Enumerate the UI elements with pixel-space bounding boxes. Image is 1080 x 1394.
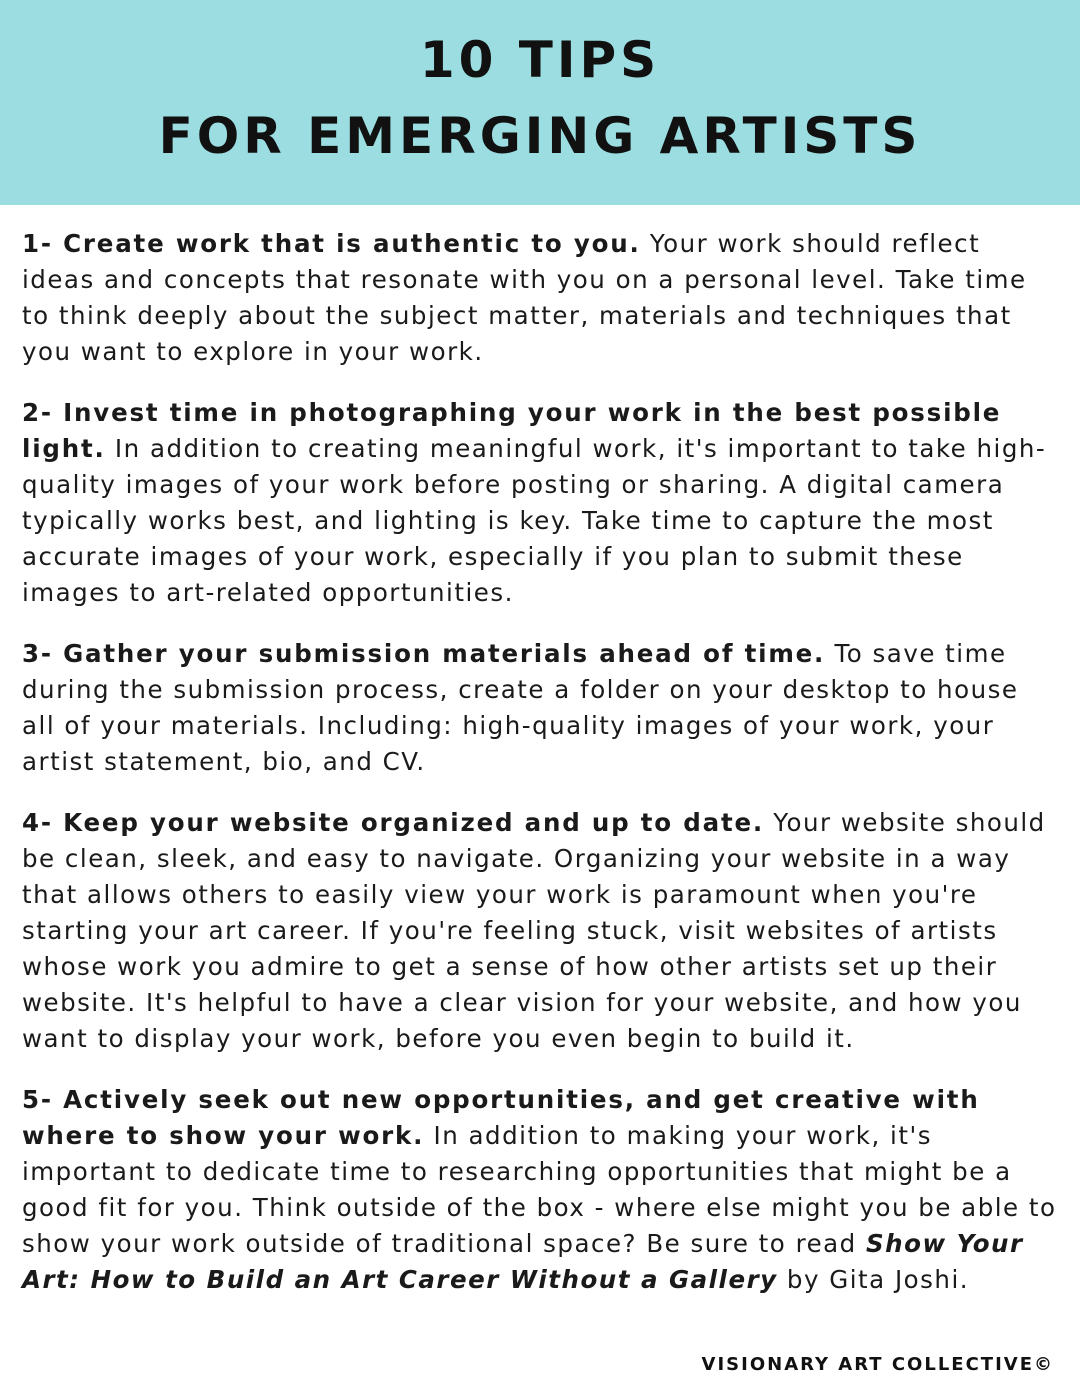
footer-credit: VISIONARY ART COLLECTIVE© — [701, 1354, 1054, 1375]
tip-5-heading: 5- Actively seek out new opportunities, and get creative with where to show your work. — [22, 1085, 980, 1150]
tip-1-heading: 1- Create work that is authentic to you. — [22, 229, 641, 258]
tip-4-heading: 4- Keep your website organized and up to date. — [22, 808, 764, 837]
tips-list — [22, 226, 1058, 1323]
title-line-1: 10 TIPS — [419, 31, 661, 89]
header-banner — [0, 0, 1080, 205]
tip-3 — [22, 636, 1058, 780]
tip-2 — [22, 395, 1058, 611]
title-line-2: FOR EMERGING ARTISTS — [158, 107, 922, 165]
tip-5-body: In addition to making your work, it's important to dedicate time to researching opportunities that might be a good fit for you. Think outside of the box - where else might you be able to show your work outside of traditional space? Be sure to read — [22, 1121, 1057, 1258]
tip-4-body: Your website should be clean, sleek, and easy to navigate. Organizing your website in a way that allows others to easily view your work is paramount when you're starting your art career. If you're feeling stuck, visit websites of artists whose work you admire to get a sense of how other artists set up their website. It's helpful to have a clear vision for your website, and how you want to display your work, before you even begin to build it. — [22, 808, 1046, 1053]
tip-4 — [22, 805, 1058, 1057]
tip-5-body-end: by Gita Joshi. — [777, 1265, 970, 1294]
tip-2-body: In addition to creating meaningful work, it's important to take high-quality images of your work before posting or sharing. A digital camera typically works best, and lighting is key. Take time to capture the most accurate images of your work, especially if you plan to submit these images to art-related opportunities. — [22, 434, 1047, 607]
tip-5 — [22, 1082, 1058, 1298]
tip-2-heading: 2- Invest time in photographing your work in the best possible light. — [22, 398, 1002, 463]
book-title: Show Your Art: How to Build an Art Career Without a Gallery — [22, 1229, 1024, 1294]
tip-3-body: To save time during the submission process, create a folder on your desktop to house all of your materials. Including: high-quality images of your work, your artist statement, bio, and CV. — [22, 639, 1019, 776]
tip-1-body: Your work should reflect ideas and concepts that resonate with you on a personal level. Take time to think deeply about the subject matter, materials and techniques that you want to explore in your work. — [22, 229, 1027, 366]
tip-1 — [22, 226, 1058, 370]
tip-3-heading: 3- Gather your submission materials ahead of time. — [22, 639, 826, 668]
